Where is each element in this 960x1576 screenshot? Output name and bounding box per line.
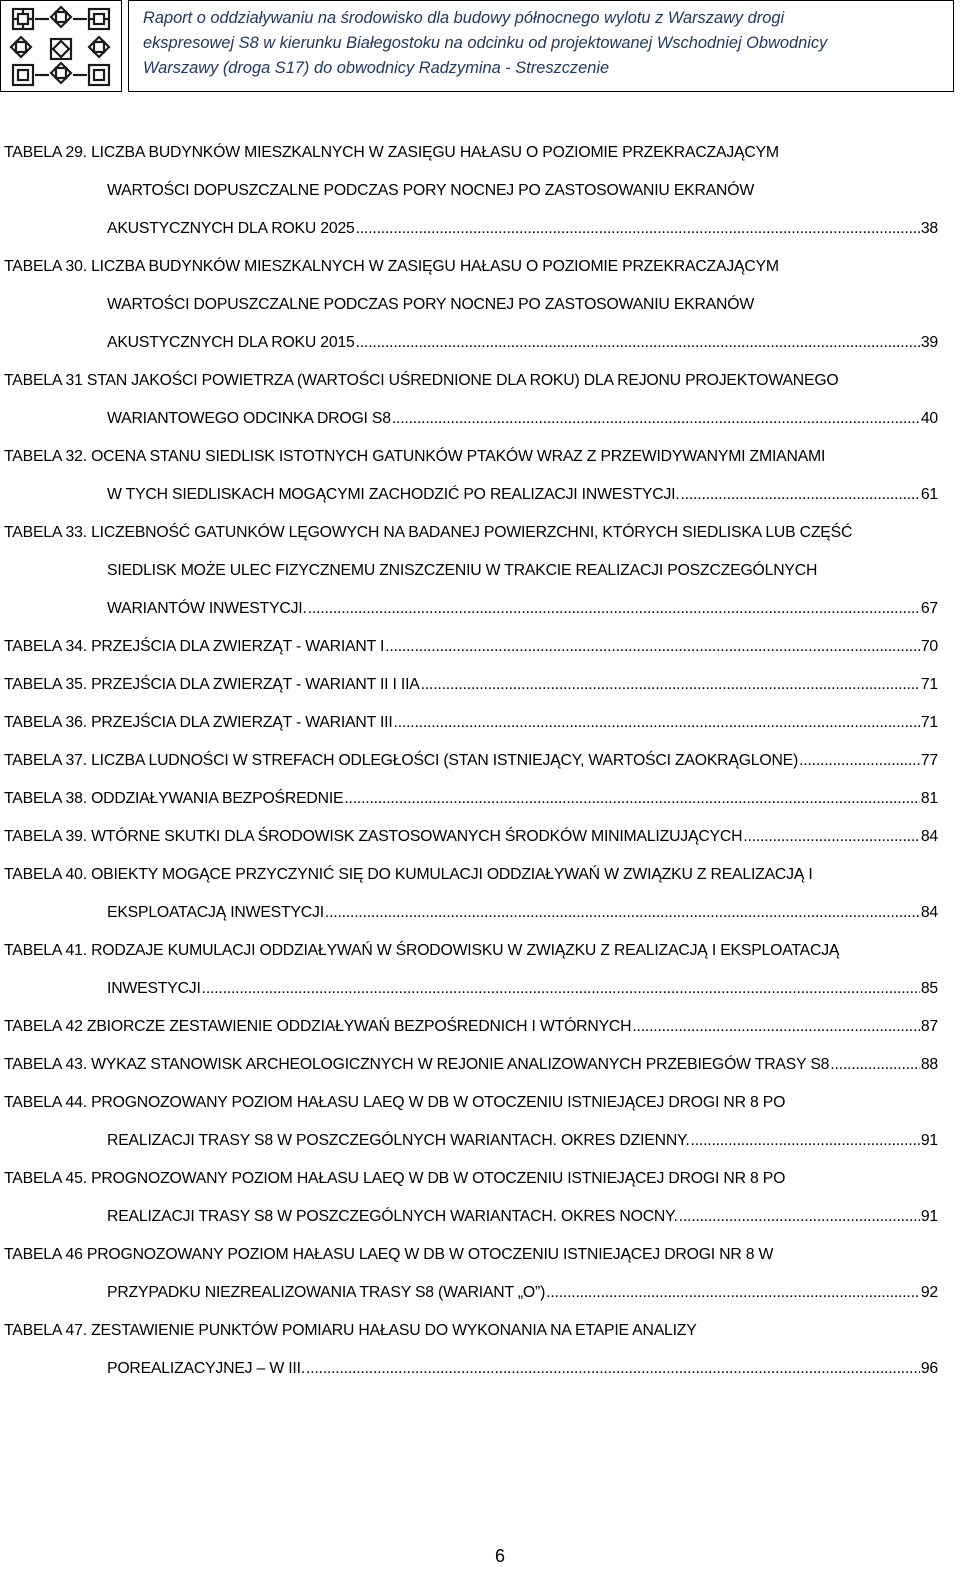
toc-entry-text: W TYCH SIEDLISKACH MOGĄCYMI ZACHODZIĆ PO REALIZACJI INWESTYCJI. (107, 486, 680, 503)
toc-entry[interactable] (0, 1084, 960, 1160)
toc-page-number: 38 (920, 220, 938, 237)
dot-leader (306, 1350, 920, 1388)
dot-leader (394, 704, 920, 742)
toc-entry[interactable] (0, 362, 960, 438)
toc-entry-line: TABELA 32. OCENA STANU SIEDLISK ISTOTNYCH GATUNKÓW PTAKÓW WRAZ Z PRZEWIDYWANYMI ZMIANAMI (4, 448, 826, 465)
toc-entry[interactable] (0, 742, 960, 780)
toc-page-number: 39 (920, 334, 938, 351)
dot-leader (681, 476, 920, 514)
dot-leader (632, 1008, 919, 1046)
toc-entry-line (0, 1198, 960, 1236)
toc-entry[interactable] (0, 514, 960, 628)
dot-leader (356, 210, 920, 248)
dot-leader (830, 1046, 920, 1084)
dot-leader (546, 1274, 920, 1312)
table-of-tables (0, 134, 960, 1388)
toc-entry-text: TABELA 38. ODDZIAŁYWANIA BEZPOŚREDNIE (4, 790, 344, 807)
toc-page-number: 91 (920, 1132, 938, 1149)
toc-entry[interactable] (0, 438, 960, 514)
toc-entry-line (0, 210, 960, 248)
toc-entry[interactable] (0, 1236, 960, 1312)
toc-entry-line (0, 970, 960, 1008)
toc-entry-line: TABELA 40. OBIEKTY MOGĄCE PRZYCZYNIĆ SIĘ DO KUMULACJI ODDZIAŁYWAŃ W ZWIĄZKU Z REALIZACJĄ I (4, 866, 813, 883)
dot-leader (202, 970, 920, 1008)
toc-page-number: 91 (920, 1208, 938, 1225)
toc-page-number: 88 (920, 1056, 938, 1073)
toc-entry-text: AKUSTYCZNYCH DLA ROKU 2025 (107, 220, 355, 237)
toc-entry-line (0, 818, 960, 856)
title-line-1: Raport o oddziaływaniu na środowisko dla budowy północnego wylotu z Warszawy drogi (143, 9, 785, 27)
toc-entry[interactable] (0, 856, 960, 932)
toc-entry-text: TABELA 37. LICZBA LUDNOŚCI W STREFACH ODLEGŁOŚCI (STAN ISTNIEJĄCY, WARTOŚCI ZAOKRĄGLONE) (4, 752, 799, 769)
toc-page-number: 61 (920, 486, 938, 503)
toc-entry[interactable] (0, 1312, 960, 1388)
dot-leader (308, 590, 920, 628)
dot-leader (691, 1122, 920, 1160)
toc-page-number: 92 (920, 1284, 938, 1301)
toc-entry-line (0, 400, 960, 438)
toc-entry-text: WARIANTÓW INWESTYCJI. (107, 600, 307, 617)
dot-leader (385, 628, 920, 666)
toc-entry[interactable] (0, 134, 960, 248)
toc-entry-text: INWESTYCJI (107, 980, 201, 997)
toc-entry[interactable] (0, 248, 960, 362)
toc-page-number: 71 (920, 676, 938, 693)
toc-entry[interactable] (0, 818, 960, 856)
toc-entry[interactable] (0, 1008, 960, 1046)
toc-entry-line: TABELA 45. PROGNOZOWANY POZIOM HAŁASU LAEQ W DB W OTOCZENIU ISTNIEJĄCEJ DROGI NR 8 PO (4, 1170, 786, 1187)
toc-page-number: 67 (920, 600, 938, 617)
toc-entry-line (0, 476, 960, 514)
toc-entry-line: SIEDLISK MOŻE ULEC FIZYCZNEMU ZNISZCZENIU W TRAKCIE REALIZACJI POSZCZEGÓLNYCH (107, 562, 818, 579)
toc-entry[interactable] (0, 1160, 960, 1236)
toc-entry-line: WARTOŚCI DOPUSZCZALNE PODCZAS PORY NOCNEJ PO ZASTOSOWANIU EKRANÓW (107, 182, 755, 199)
toc-page-number: 87 (920, 1018, 938, 1035)
toc-page-number: 77 (920, 752, 938, 769)
page-number: 6 (494, 1546, 505, 1566)
toc-entry-line: TABELA 29. LICZBA BUDYNKÓW MIESZKALNYCH W ZASIĘGU HAŁASU O POZIOMIE PRZEKRACZAJĄCYM (4, 144, 779, 161)
dot-leader (325, 894, 920, 932)
toc-entry-line (0, 742, 960, 780)
document-title-box (128, 0, 954, 92)
toc-entry-line (0, 704, 960, 742)
toc-entry-line (0, 1350, 960, 1388)
toc-page-number: 84 (920, 904, 938, 921)
toc-page-number: 81 (920, 790, 938, 807)
toc-entry-text: TABELA 35. PRZEJŚCIA DLA ZWIERZĄT - WARIANT II I IIA (4, 676, 420, 693)
toc-entry[interactable] (0, 628, 960, 666)
toc-entry-line: TABELA 41. RODZAJE KUMULACJI ODDZIAŁYWAŃ W ŚRODOWISKU W ZWIĄZKU Z REALIZACJĄ I EKSPLOATACJĄ (4, 942, 840, 959)
dot-leader (392, 400, 920, 438)
toc-page-number: 40 (920, 410, 938, 427)
toc-entry-line: TABELA 30. LICZBA BUDYNKÓW MIESZKALNYCH W ZASIĘGU HAŁASU O POZIOMIE PRZEKRACZAJĄCYM (4, 258, 779, 275)
toc-entry-line: TABELA 46 PROGNOZOWANY POZIOM HAŁASU LAEQ W DB W OTOCZENIU ISTNIEJĄCEJ DROGI NR 8 W (4, 1246, 774, 1263)
toc-entry-line (0, 780, 960, 818)
toc-entry-text: WARIANTOWEGO ODCINKA DROGI S8 (107, 410, 391, 427)
dot-leader (356, 324, 920, 362)
toc-page-number: 96 (920, 1360, 938, 1377)
title-line-2: ekspresowej S8 w kierunku Białegostoku na odcinku od projektowanej Wschodniej Obwodnicy (143, 34, 828, 52)
toc-page-number: 84 (920, 828, 938, 845)
title-line-3: Warszawy (droga S17) do obwodnicy Radzymina - Streszczenie (143, 59, 610, 77)
toc-entry-text: REALIZACJI TRASY S8 W POSZCZEGÓLNYCH WARIANTACH. OKRES DZIENNY. (107, 1132, 690, 1149)
toc-entry-line (0, 1274, 960, 1312)
page-header (0, 0, 960, 96)
geometric-emblem-icon (9, 5, 113, 89)
toc-page-number: 70 (920, 638, 938, 655)
toc-entry-text: EKSPLOATACJĄ INWESTYCJI (107, 904, 324, 921)
toc-entry-line: TABELA 31 STAN JAKOŚCI POWIETRZA (WARTOŚCI UŚREDNIONE DLA ROKU) DLA REJONU PROJEKTOWANEGO (4, 372, 839, 389)
toc-entry-text: POREALIZACYJNEJ – W III. (107, 1360, 305, 1377)
toc-entry-line: TABELA 44. PROGNOZOWANY POZIOM HAŁASU LAEQ W DB W OTOCZENIU ISTNIEJĄCEJ DROGI NR 8 PO (4, 1094, 786, 1111)
dot-leader (799, 742, 920, 780)
toc-entry-text: TABELA 43. WYKAZ STANOWISK ARCHEOLOGICZNYCH W REJONIE ANALIZOWANYCH PRZEBIEGÓW TRASY S8 (4, 1056, 830, 1073)
toc-entry[interactable] (0, 1046, 960, 1084)
toc-entry-line (0, 590, 960, 628)
toc-entry[interactable] (0, 780, 960, 818)
toc-page-number: 85 (920, 980, 938, 997)
toc-entry-line (0, 324, 960, 362)
toc-entry-line (0, 1046, 960, 1084)
toc-entry-line: WARTOŚCI DOPUSZCZALNE PODCZAS PORY NOCNEJ PO ZASTOSOWANIU EKRANÓW (107, 296, 755, 313)
toc-entry-line (0, 1008, 960, 1046)
dot-leader (679, 1198, 920, 1236)
toc-entry-line: TABELA 47. ZESTAWIENIE PUNKTÓW POMIARU HAŁASU DO WYKONANIA NA ETAPIE ANALIZY (4, 1322, 697, 1339)
toc-entry[interactable] (0, 704, 960, 742)
toc-entry-text: REALIZACJI TRASY S8 W POSZCZEGÓLNYCH WARIANTACH. OKRES NOCNY. (107, 1208, 678, 1225)
toc-entry-text: TABELA 34. PRZEJŚCIA DLA ZWIERZĄT - WARIANT I (4, 638, 385, 655)
logo (0, 0, 122, 92)
toc-page-number: 71 (920, 714, 938, 731)
toc-entry-line (0, 1122, 960, 1160)
toc-entry-text: TABELA 42 ZBIORCZE ZESTAWIENIE ODDZIAŁYWAŃ BEZPOŚREDNICH I WTÓRNYCH (4, 1018, 632, 1035)
toc-entry-line: TABELA 33. LICZEBNOŚĆ GATUNKÓW LĘGOWYCH NA BADANEJ POWIERZCHNI, KTÓRYCH SIEDLISKA LUB CZĘŚĆ (4, 524, 853, 541)
dot-leader (421, 666, 920, 704)
toc-entry-line (0, 628, 960, 666)
toc-entry-text: TABELA 36. PRZEJŚCIA DLA ZWIERZĄT - WARIANT III (4, 714, 393, 731)
toc-entry-line (0, 894, 960, 932)
toc-entry-text: PRZYPADKU NIEZREALIZOWANIA TRASY S8 (WARIANT „O”) (107, 1284, 546, 1301)
dot-leader (344, 780, 919, 818)
toc-entry-line (0, 666, 960, 704)
toc-entry-text: TABELA 39. WTÓRNE SKUTKI DLA ŚRODOWISK ZASTOSOWANYCH ŚRODKÓW MINIMALIZUJĄCYCH (4, 828, 743, 845)
toc-entry-text: AKUSTYCZNYCH DLA ROKU 2015 (107, 334, 355, 351)
toc-entry[interactable] (0, 932, 960, 1008)
toc-entry[interactable] (0, 666, 960, 704)
dot-leader (743, 818, 920, 856)
